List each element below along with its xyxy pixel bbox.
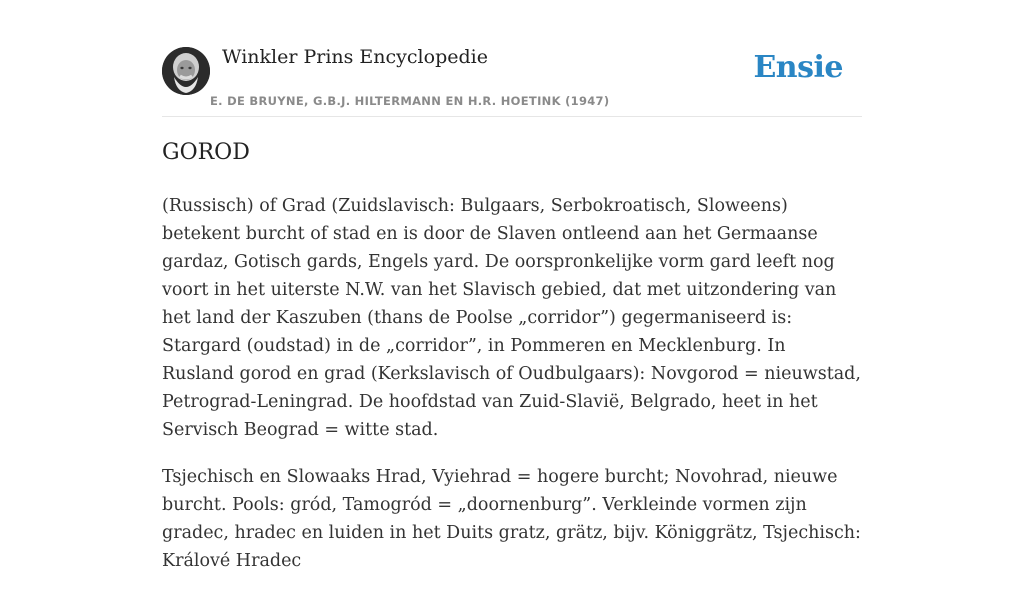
entry-paragraph: Tsjechisch en Slowaaks Hrad, Vyiehrad = hogere burcht; Novohrad, nieuwe burcht. Pools: gród, Tamogród = „doornenburg”. Verkleinde vormen zijn gradec, hradec en luiden in het Duits gratz, grätz, bijv. Königgrätz, Tsjechisch: Králové Hradec <box>162 467 861 571</box>
entry-title: GOROD <box>162 140 250 165</box>
author-avatar[interactable] <box>162 47 210 95</box>
ensie-logo[interactable]: Ensie <box>753 50 843 85</box>
source-title[interactable]: Winkler Prins Encyclopedie <box>222 46 488 68</box>
entry-paragraph: (Russisch) of Grad (Zuidslavisch: Bulgaars, Serbokroatisch, Sloweens) betekent burcht of stad en is door de Slaven ontleend aan het Germaanse gardaz, Gotisch gards, Engels yard. De oorspronkelijke vorm gard leeft nog voort in het uiterste N.W. van het Slavisch gebied, dat met uitzondering van het land der Kaszuben (thans de Poolse „corridor”) gegermaniseerd is: Stargard (oudstad) in de „corridor”, in Pommeren en Mecklenburg. In Rusland gorod en grad (Kerkslavisch of Oudbulgaars): Novgorod = nieuwstad, Petrograd-Leningrad. De hoofdstad van Zuid-Slavië, Belgrado, heet in het Servisch Beograd = witte stad. <box>162 196 861 440</box>
page <box>162 0 862 571</box>
author-portrait-icon <box>162 47 210 95</box>
entry-body <box>162 192 862 594</box>
source-authors: E. DE BRUYNE, G.B.J. HILTERMANN EN H.R. HOETINK (1947) <box>210 94 610 108</box>
source-header <box>162 0 862 117</box>
